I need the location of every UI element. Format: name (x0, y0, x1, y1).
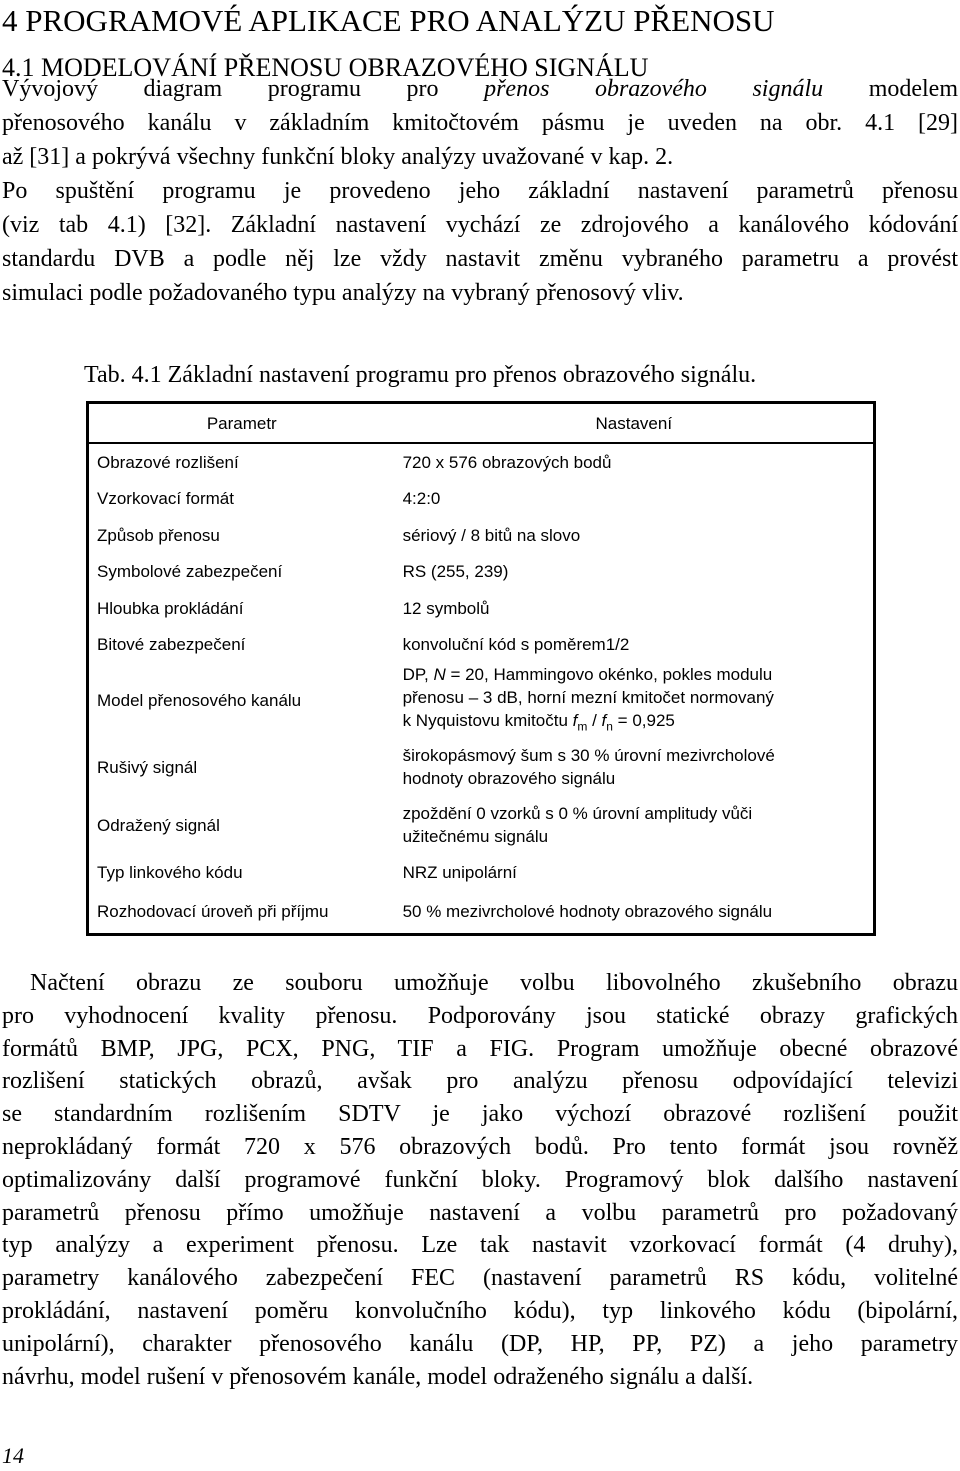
table-caption: Tab. 4.1 Základní nastavení programu pro přenos obrazového signálu. (84, 362, 757, 388)
param-cell: Hloubka prokládání (97, 598, 244, 618)
param-cell: Odražený signál (97, 815, 220, 835)
body-line: pro vyhodnocení kvality přenosu. Podporovány jsou statické obrazy grafických (2, 1002, 958, 1029)
intro-line: Vývojový diagram programu pro přenos obrazového signálu modelem (2, 76, 959, 102)
body-line: rozlišení statických obrazů, avšak pro analýzu přenosu odpovídající televizi (2, 1068, 958, 1095)
body-line: parametry kanálového zabezpečení FEC (nastavení parametrů RS kódu, volitelné (2, 1265, 958, 1292)
page-number: 14 (2, 1443, 24, 1468)
intro-line: (viz tab 4.1) [32]. Základní nastavení vychází ze zdrojového a kanálového kódování (2, 212, 958, 238)
body-line: parametrů přenosu přímo umožňuje nastavení a volbu parametrů pro požadovaný (2, 1199, 958, 1226)
intro-line: simulaci podle požadovaného typu analýzy na vybraný přenosový vliv. (2, 280, 684, 306)
param-cell: Obrazové rozlišení (97, 452, 239, 472)
body-line: návrhu, model rušení v přenosovém kanále, model odraženého signálu a další. (2, 1363, 754, 1390)
body-line: Načtení obrazu ze souboru umožňuje volbu libovolného zkušebního obrazu (30, 970, 958, 996)
intro-line: přenosového kanálu v základním kmitočtovém pásmu je uveden na obr. 4.1 [29] (2, 110, 958, 136)
table-row (88, 443, 875, 481)
table-row (88, 663, 875, 738)
param-cell: Vzorkovací formát (97, 489, 234, 509)
column-header-setting: Nastavení (395, 403, 875, 444)
table-row (88, 517, 875, 554)
body-line: neprokládaný formát 720 x 576 obrazových bodů. Pro tento formát jsou rovněž (2, 1133, 958, 1160)
intro-line: až [31] a pokrývá všechny funkční bloky analýzy uvažované v kap. 2. (2, 144, 674, 170)
param-cell: Způsob přenosu (97, 525, 220, 545)
value-cell: 50 % mezivrcholové hodnoty obrazového signálu (402, 902, 773, 922)
param-cell: Typ linkového kódu (97, 863, 243, 883)
table-row (88, 854, 875, 891)
table-row (88, 554, 875, 591)
section-heading: 4.1 MODELOVÁNÍ PŘENOSU OBRAZOVÉHO SIGNÁLU (2, 53, 649, 82)
value-cell: 4:2:0 (402, 489, 441, 509)
param-cell: Symbolové zabezpečení (97, 562, 283, 582)
intro-line: standardu DVB a podle něj lze vždy nastavit změnu vybraného parametru a provést (2, 246, 958, 272)
body-paragraph (2, 967, 958, 1393)
body-line: optimalizovány další programové funkční bloky. Programový blok dalšího nastavení (2, 1166, 958, 1193)
value-cell: zpoždění 0 vzorků s 0 % úrovní amplitudy vůči užitečnému signálu (402, 804, 753, 847)
table-row (88, 891, 875, 935)
value-cell: sériový / 8 bitů na slovo (402, 525, 581, 545)
table-row (88, 738, 875, 796)
chapter-heading: 4 PROGRAMOVÉ APLIKACE PRO ANALÝZU PŘENOSU (2, 3, 775, 38)
param-cell: Model přenosového kanálu (97, 691, 302, 711)
body-line: formátů BMP, JPG, PCX, PNG, TIF a FIG. Program umožňuje obecné obrazové (2, 1035, 958, 1062)
intro-paragraph (2, 72, 958, 310)
table-row (88, 627, 875, 664)
value-cell: DP, N = 20, Hammingovo okénko, pokles modulu přenosu – 3 dB, horní mezní kmitočet normovaný k Nyquistovu kmitočtu $f_m / f_n = 0,925$ (402, 665, 774, 734)
body-line: prokládání, nastavení poměru konvolučního kódu), typ linkového kódu (bipolární, (2, 1297, 958, 1324)
value-cell: RS (255, 239) (402, 562, 509, 582)
column-header-param: Parametr (88, 403, 395, 444)
table-row (88, 481, 875, 518)
body-line: unipolární), charakter přenosového kanálu (DP, HP, PP, PZ) a jeho parametry (2, 1330, 958, 1357)
settings-table (86, 401, 876, 936)
param-cell: Rušivý signál (97, 757, 198, 777)
value-cell: konvoluční kód s poměrem1/2 (402, 635, 630, 655)
intro-line: Po spuštění programu je provedeno jeho základní nastavení parametrů přenosu (2, 178, 958, 204)
param-cell: Bitové zabezpečení (97, 635, 246, 655)
body-line: typ analýzy a experiment přenosu. Lze tak nastavit vzorkovací formát (4 druhy), (2, 1232, 958, 1259)
value-cell: 720 x 576 obrazových bodů (402, 452, 612, 472)
table-row (88, 590, 875, 627)
table-row (88, 796, 875, 854)
body-line: se standardním rozlišením SDTV je jako výchozí obrazové rozlišení použit (2, 1101, 958, 1128)
value-cell: 12 symbolů (402, 598, 490, 618)
param-cell: Rozhodovací úroveň při příjmu (97, 902, 329, 922)
value-cell: NRZ unipolární (402, 863, 517, 883)
value-cell: širokopásmový šum s 30 % úrovní mezivrcholové hodnoty obrazového signálu (402, 746, 775, 789)
